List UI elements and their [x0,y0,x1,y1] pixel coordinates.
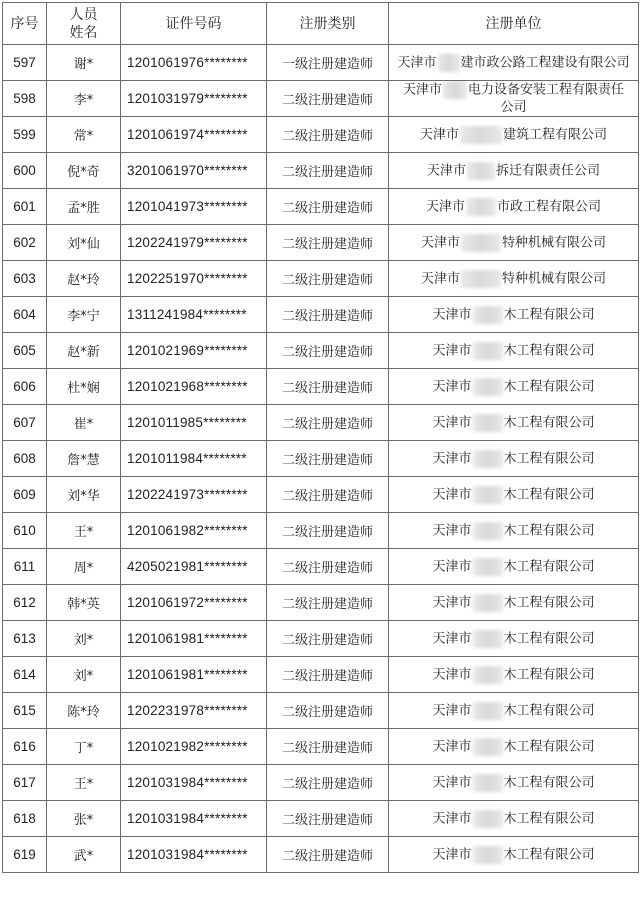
cell-cert: 1201011985******** [121,405,267,441]
cell-cert: 1201021982******** [121,729,267,765]
cell-unit [389,189,639,225]
registration-table [2,2,639,873]
cell-index: 601 [3,189,47,225]
redaction-blur [473,486,503,504]
cell-category: 二级注册建造师 [267,369,389,405]
cell-index: 597 [3,45,47,81]
table-row [3,549,639,585]
cell-index: 610 [3,513,47,549]
cell-index: 607 [3,405,47,441]
unit-prefix: 天津市 [432,343,472,358]
unit-text [430,666,596,684]
cell-name: 周* [47,549,121,585]
redaction-blur [473,522,503,540]
cell-category: 二级注册建造师 [267,333,389,369]
cell-index: 599 [3,117,47,153]
unit-text [430,306,596,324]
redaction-blur [473,810,503,828]
table-header-row [3,3,639,45]
unit-suffix: 木工程有限公司 [503,523,595,538]
cell-unit [389,297,639,333]
table-body [3,45,639,873]
unit-text [418,126,609,144]
cell-cert: 1201061981******** [121,657,267,693]
cell-name: 常* [47,117,121,153]
unit-prefix: 天津市 [432,523,472,538]
unit-prefix: 天津市 [402,82,442,98]
redaction-blur [473,594,503,612]
cell-name: 刘*华 [47,477,121,513]
cell-unit [389,729,639,765]
cell-cert: 3201061970******** [121,153,267,189]
unit-suffix: 木工程有限公司 [503,451,595,466]
table-row [3,657,639,693]
unit-prefix: 天津市 [397,55,437,70]
redaction-blur [473,702,503,720]
cell-index: 604 [3,297,47,333]
unit-suffix: 木工程有限公司 [503,811,595,826]
cell-index: 614 [3,657,47,693]
unit-prefix: 天津市 [432,379,472,394]
unit-prefix: 天津市 [432,559,472,574]
cell-category: 二级注册建造师 [267,801,389,837]
cell-name: 谢* [47,45,121,81]
cell-unit [389,81,639,117]
unit-text [430,558,596,576]
cell-unit [389,801,639,837]
unit-suffix: 木工程有限公司 [503,847,595,862]
table-row [3,621,639,657]
unit-suffix: 特种机械有限公司 [502,235,607,250]
unit-prefix: 天津市 [425,199,465,214]
cell-index: 617 [3,765,47,801]
unit-suffix: 木工程有限公司 [503,595,595,610]
unit-prefix: 天津市 [420,271,460,286]
cell-name: 陈*玲 [47,693,121,729]
cell-cert: 1201031984******** [121,801,267,837]
cell-name: 李* [47,81,121,117]
unit-prefix: 天津市 [432,775,472,790]
unit-prefix: 天津市 [432,811,472,826]
unit-suffix: 木工程有限公司 [503,703,595,718]
table-row [3,405,639,441]
cell-cert: 1201061982******** [121,513,267,549]
unit-text [395,54,631,72]
cell-name: 张* [47,801,121,837]
redaction-blur [461,270,501,288]
cell-cert: 1201041973******** [121,189,267,225]
cell-cert: 4205021981******** [121,549,267,585]
cell-unit [389,333,639,369]
redaction-blur [461,234,501,252]
table-row [3,477,639,513]
table-row [3,81,639,117]
cell-index: 619 [3,837,47,873]
cell-cert: 1202241979******** [121,225,267,261]
table-row [3,585,639,621]
table-row [3,693,639,729]
cell-unit [389,45,639,81]
table-row [3,441,639,477]
cell-category: 二级注册建造师 [267,153,389,189]
cell-cert: 1201011984******** [121,441,267,477]
header-cert: 证件号码 [121,3,267,45]
unit-prefix: 天津市 [432,487,472,502]
table-row [3,189,639,225]
cell-cert: 1201021968******** [121,369,267,405]
cell-category: 二级注册建造师 [267,693,389,729]
header-name: 人员 姓名 [47,3,121,45]
cell-cert: 1201061974******** [121,117,267,153]
redaction-blur [473,306,503,324]
unit-prefix: 天津市 [426,163,466,178]
cell-category: 二级注册建造师 [267,477,389,513]
unit-suffix: 木工程有限公司 [503,487,595,502]
unit-suffix: 建市政公路工程建设有限公司 [460,55,630,70]
cell-category: 二级注册建造师 [267,189,389,225]
unit-suffix: 木工程有限公司 [503,559,595,574]
cell-index: 598 [3,81,47,117]
cell-cert: 1201031984******** [121,837,267,873]
unit-suffix: 特种机械有限公司 [502,271,607,286]
cell-index: 611 [3,549,47,585]
table-row [3,261,639,297]
redaction-blur [443,81,467,99]
cell-index: 608 [3,441,47,477]
header-unit: 注册单位 [389,3,639,45]
cell-unit [389,621,639,657]
unit-text [430,630,596,648]
cell-category: 二级注册建造师 [267,549,389,585]
cell-category: 二级注册建造师 [267,441,389,477]
unit-text [430,414,596,432]
unit-text [419,270,608,288]
cell-unit [389,693,639,729]
unit-prefix: 天津市 [432,451,472,466]
cell-name: 倪*奇 [47,153,121,189]
cell-cert: 1202251970******** [121,261,267,297]
cell-cert: 1202241973******** [121,477,267,513]
cell-unit [389,225,639,261]
unit-suffix: 市政工程有限公司 [497,199,602,214]
cell-index: 600 [3,153,47,189]
unit-suffix: 木工程有限公司 [503,631,595,646]
unit-prefix: 天津市 [432,631,472,646]
cell-category: 二级注册建造师 [267,765,389,801]
unit-suffix: 木工程有限公司 [503,667,595,682]
redaction-blur [467,162,495,180]
cell-index: 602 [3,225,47,261]
table-row [3,513,639,549]
unit-prefix: 天津市 [432,595,472,610]
cell-name: 刘* [47,621,121,657]
unit-text [430,810,596,828]
unit-text [430,846,596,864]
redaction-blur [473,378,503,396]
unit-text [430,522,596,540]
header-category: 注册类别 [267,3,389,45]
unit-prefix: 天津市 [432,415,472,430]
table-row [3,801,639,837]
cell-category: 二级注册建造师 [267,585,389,621]
cell-name: 武* [47,837,121,873]
unit-prefix: 天津市 [419,127,459,142]
cell-category: 二级注册建造师 [267,657,389,693]
cell-name: 崔* [47,405,121,441]
redaction-blur [460,126,502,144]
cell-unit [389,117,639,153]
table-row [3,117,639,153]
cell-unit [389,657,639,693]
header-index: 序号 [3,3,47,45]
cell-name: 丁* [47,729,121,765]
cell-index: 606 [3,369,47,405]
unit-text [430,486,596,504]
cell-name: 李*宁 [47,297,121,333]
redaction-blur [473,558,503,576]
unit-suffix: 电力设备安装工程有限责任公司 [468,82,625,115]
unit-prefix: 天津市 [432,739,472,754]
unit-text [398,81,630,116]
unit-prefix: 天津市 [432,307,472,322]
cell-unit [389,765,639,801]
redaction-blur [473,666,503,684]
table-row [3,837,639,873]
cell-category: 二级注册建造师 [267,261,389,297]
cell-name: 孟*胜 [47,189,121,225]
cell-cert: 1201021969******** [121,333,267,369]
cell-index: 615 [3,693,47,729]
cell-cert: 1201031979******** [121,81,267,117]
cell-category: 一级注册建造师 [267,45,389,81]
table-row [3,765,639,801]
table-row [3,153,639,189]
cell-category: 二级注册建造师 [267,297,389,333]
table-row [3,369,639,405]
cell-category: 二级注册建造师 [267,837,389,873]
table-row [3,297,639,333]
cell-name: 刘*仙 [47,225,121,261]
redaction-blur [473,342,503,360]
cell-unit [389,369,639,405]
redaction-blur [473,450,503,468]
cell-name: 王* [47,513,121,549]
unit-suffix: 拆迁有限责任公司 [496,163,601,178]
cell-index: 618 [3,801,47,837]
cell-cert: 1201031984******** [121,765,267,801]
cell-cert: 1202231978******** [121,693,267,729]
table-row [3,225,639,261]
unit-prefix: 天津市 [432,703,472,718]
cell-index: 613 [3,621,47,657]
cell-index: 609 [3,477,47,513]
unit-suffix: 木工程有限公司 [503,379,595,394]
cell-unit [389,261,639,297]
cell-category: 二级注册建造师 [267,729,389,765]
cell-unit [389,513,639,549]
cell-cert: 1201061976******** [121,45,267,81]
unit-prefix: 天津市 [432,847,472,862]
unit-text [430,594,596,612]
cell-index: 605 [3,333,47,369]
cell-name: 刘* [47,657,121,693]
cell-category: 二级注册建造师 [267,81,389,117]
cell-category: 二级注册建造师 [267,513,389,549]
table-row [3,729,639,765]
unit-text [430,378,596,396]
cell-unit [389,837,639,873]
redaction-blur [473,630,503,648]
cell-category: 二级注册建造师 [267,225,389,261]
unit-suffix: 木工程有限公司 [503,739,595,754]
unit-text [425,162,602,180]
cell-cert: 1311241984******** [121,297,267,333]
redaction-blur [473,774,503,792]
unit-prefix: 天津市 [420,235,460,250]
redaction-blur [473,738,503,756]
unit-suffix: 木工程有限公司 [503,307,595,322]
cell-category: 二级注册建造师 [267,405,389,441]
redaction-blur [438,54,460,72]
cell-index: 612 [3,585,47,621]
unit-suffix: 木工程有限公司 [503,415,595,430]
registration-table-container [2,2,639,873]
table-row [3,45,639,81]
cell-unit [389,153,639,189]
cell-category: 二级注册建造师 [267,117,389,153]
cell-unit [389,441,639,477]
cell-unit [389,549,639,585]
redaction-blur [466,198,496,216]
unit-suffix: 木工程有限公司 [503,775,595,790]
cell-name: 王* [47,765,121,801]
unit-prefix: 天津市 [432,667,472,682]
cell-cert: 1201061981******** [121,621,267,657]
unit-text [430,702,596,720]
cell-category: 二级注册建造师 [267,621,389,657]
unit-text [430,450,596,468]
cell-name: 赵*新 [47,333,121,369]
unit-text [430,738,596,756]
redaction-blur [473,846,503,864]
cell-index: 616 [3,729,47,765]
cell-cert: 1201061972******** [121,585,267,621]
cell-name: 詹*慧 [47,441,121,477]
cell-index: 603 [3,261,47,297]
unit-text [430,342,596,360]
table-row [3,333,639,369]
cell-unit [389,405,639,441]
cell-unit [389,585,639,621]
cell-unit [389,477,639,513]
unit-text [430,774,596,792]
cell-name: 杜*娴 [47,369,121,405]
unit-text [424,198,603,216]
unit-text [419,234,608,252]
cell-name: 赵*玲 [47,261,121,297]
redaction-blur [473,414,503,432]
unit-suffix: 建筑工程有限公司 [503,127,608,142]
cell-name: 韩*英 [47,585,121,621]
unit-suffix: 木工程有限公司 [503,343,595,358]
